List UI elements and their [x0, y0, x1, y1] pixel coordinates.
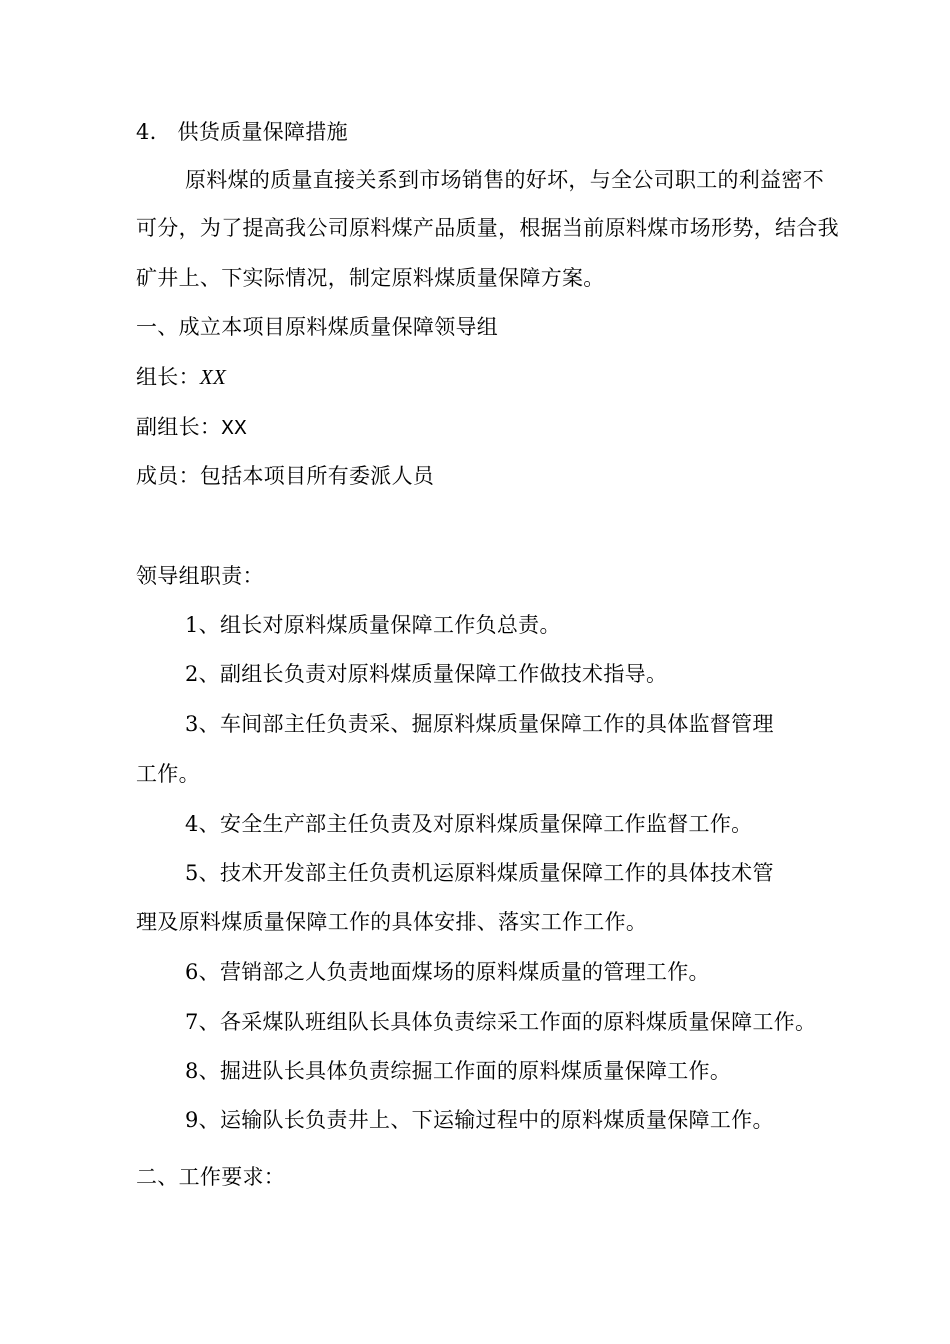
- duty-1: 1、组长对原料煤质量保障工作负总责。: [185, 613, 561, 637]
- intro-line-1: 原料煤的质量直接关系到市场销售的好坏，与全公司职工的利益密不: [185, 168, 824, 192]
- leader-line: [136, 363, 226, 391]
- deputy-label: 副组长：: [136, 415, 222, 439]
- intro-line-2: 可分，为了提高我公司原料煤产品质量，根据当前原料煤市场形势，结合我: [136, 216, 839, 240]
- deputy-value: XX: [221, 418, 248, 441]
- duty-7: 7、各采煤队班组队长具体负责综采工作面的原料煤质量保障工作。: [185, 1010, 817, 1034]
- leader-value: XX: [199, 365, 227, 389]
- section-heading: 4. 供货质量保障措施: [136, 120, 348, 144]
- leader-label: 组长：: [136, 365, 200, 389]
- intro-line-3: 矿井上、下实际情况，制定原料煤质量保障方案。: [136, 266, 605, 290]
- duties-heading: 领导组职责：: [136, 564, 264, 588]
- duty-3-line-1: 3、车间部主任负责采、掘原料煤质量保障工作的具体监督管理: [185, 712, 774, 736]
- duty-4: 4、安全生产部主任负责及对原料煤质量保障工作监督工作。: [185, 812, 753, 836]
- duty-5-line-1: 5、技术开发部主任负责机运原料煤质量保障工作的具体技术管: [185, 861, 774, 885]
- duty-3-line-2: 工作。: [136, 762, 200, 786]
- duty-5-line-2: 理及原料煤质量保障工作的具体安排、落实工作工作。: [136, 910, 648, 934]
- deputy-line: [136, 413, 247, 444]
- part1-heading: 一、成立本项目原料煤质量保障领导组: [136, 315, 499, 339]
- members-line: 成员：包括本项目所有委派人员: [136, 464, 435, 488]
- duty-8: 8、掘进队长具体负责综掘工作面的原料煤质量保障工作。: [185, 1059, 732, 1083]
- duty-6: 6、营销部之人负责地面煤场的原料煤质量的管理工作。: [185, 960, 710, 984]
- duty-2: 2、副组长负责对原料煤质量保障工作做技术指导。: [185, 662, 668, 686]
- part2-heading: 二、工作要求：: [136, 1165, 286, 1189]
- duty-9: 9、运输队长负责井上、下运输过程中的原料煤质量保障工作。: [185, 1108, 774, 1132]
